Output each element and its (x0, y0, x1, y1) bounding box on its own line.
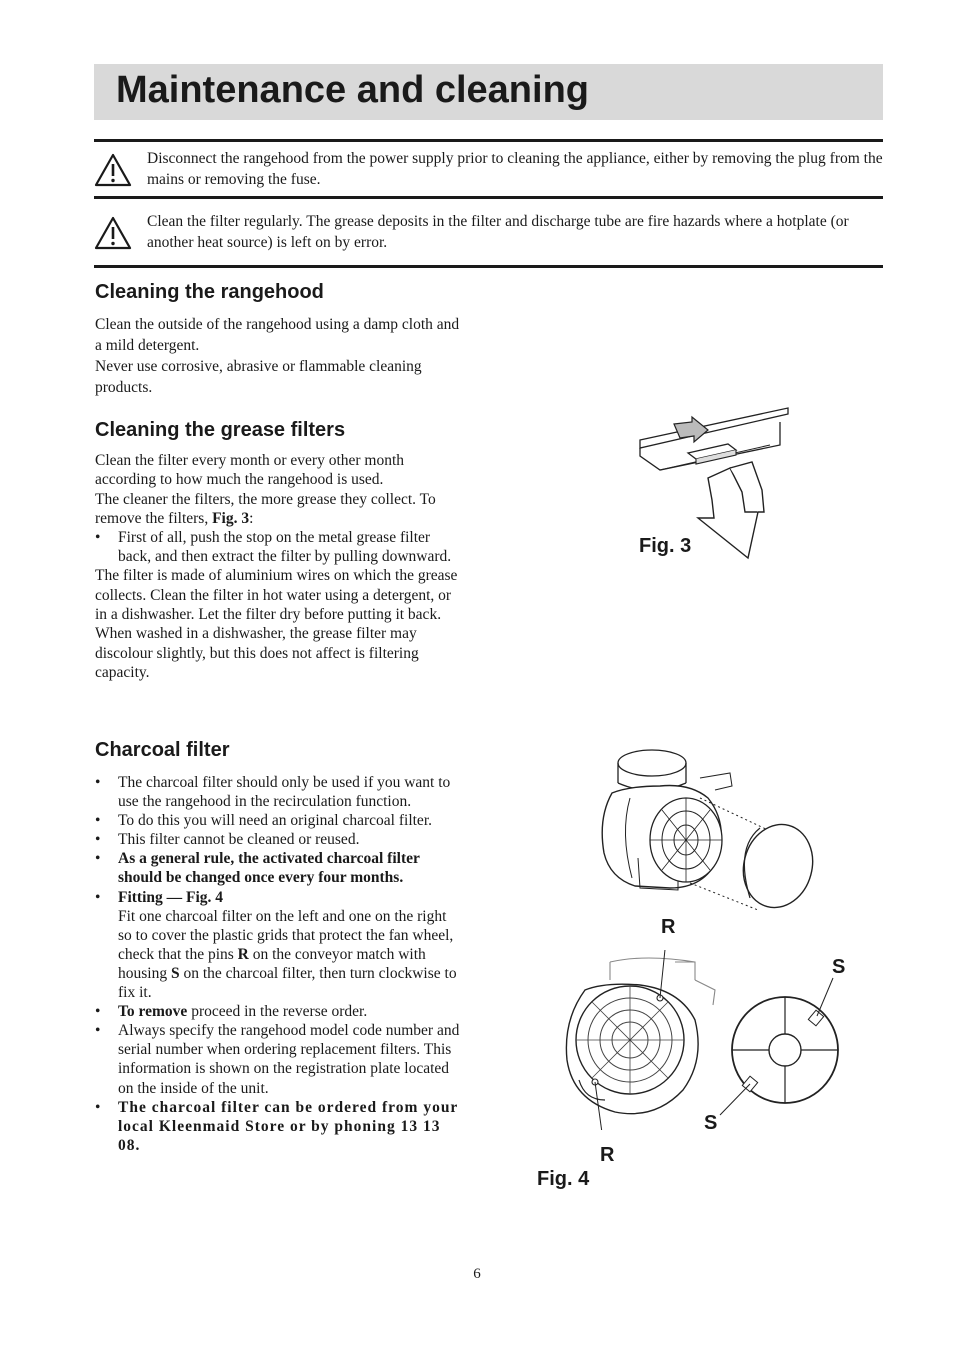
list-item (95, 1098, 460, 1155)
warning-text: Disconnect the rangehood from the power supply prior to cleaning the appliance, either by removing the plug from the mains or removing the fuse. (147, 150, 883, 188)
figure-3-label: Fig. 3 (639, 535, 692, 557)
page-title: Maintenance and cleaning (116, 69, 589, 111)
divider (94, 139, 883, 142)
title-bar (94, 64, 883, 120)
bold-text: As a general rule, the activated charcoal filter should be changed once every four months. (118, 850, 420, 887)
list-item: • The charcoal filter should only be used if you want to use the rangehood in the recirculation function. (95, 773, 460, 811)
figure-4-exploded-view (590, 738, 825, 913)
text-span: : (249, 509, 254, 527)
warning-triangle-icon (94, 215, 132, 251)
callout-r-top: R (661, 916, 676, 938)
section-heading-charcoal-filter: Charcoal filter (95, 739, 230, 761)
figure-reference: Fig. 3 (212, 509, 250, 527)
callout-s-top: S (832, 956, 846, 978)
list-item: • First of all, push the stop on the metal grease filter back, and then extract the filter by pulling downward. (95, 528, 460, 566)
paragraph: Clean the filter every month or every other month according to how much the rangehood is used. (95, 452, 405, 489)
section-heading-grease-filters: Cleaning the grease filters (95, 419, 346, 441)
page-number: 6 (473, 1266, 481, 1282)
text-span: The cleaner the filters, the more grease they collect. To remove the filters, (95, 490, 436, 527)
bold-text: To remove (118, 1003, 188, 1021)
list-item: • This filter cannot be cleaned or reused. (95, 830, 460, 849)
list-item (95, 888, 460, 1003)
text-span: Fit one charcoal filter on the left and one on the right so to cover the plastic grids that protect the fan wheel, check that the pins (118, 907, 454, 963)
housing-label: S (170, 964, 180, 982)
paragraph (95, 490, 460, 529)
bold-text: The charcoal filter can be ordered from your local Kleenmaid Store or by phoning 13 13 08. (118, 1098, 459, 1154)
divider (94, 265, 883, 268)
warning-text: Clean the filter regularly. The grease deposits in the filter and discharge tube are fire hazards where a hotplate (or another heat source) is left on by error. (147, 213, 849, 251)
pin-label: R (237, 945, 249, 963)
figure-4-label: Fig. 4 (537, 1168, 590, 1190)
paragraph: Never use corrosive, abrasive or flammable cleaning products. (95, 358, 422, 396)
paragraph: Clean the outside of the rangehood using a damp cloth and a mild detergent. (95, 316, 460, 354)
list-item: • To do this you will need an original charcoal filter. (95, 811, 460, 830)
grease-bullets (95, 528, 460, 566)
callout-r-bottom: R (600, 1144, 615, 1166)
charcoal-bullets (95, 773, 460, 1155)
list-item: • Always specify the rangehood model code number and serial number when ordering replacement filters. This information is shown on the registration plate located on the inside of the unit. (95, 1021, 460, 1097)
callout-s-bottom: S (704, 1112, 718, 1134)
grease-text (95, 451, 460, 682)
text-span: on the conveyor match with housing (118, 945, 426, 982)
section-heading-rangehood: Cleaning the rangehood (95, 281, 324, 303)
rangehood-text (95, 314, 460, 398)
list-item (95, 849, 460, 887)
paragraph: When washed in a dishwasher, the grease filter may discolour slightly, but this does not affect is filtering capacity. (95, 625, 419, 681)
text-span: proceed in the reverse order. (187, 1003, 368, 1021)
text-span: on the charcoal filter, then turn clockwise to fix it. (118, 964, 457, 1002)
warning-triangle-icon (94, 152, 132, 188)
list-item (95, 1002, 460, 1021)
divider (94, 196, 883, 199)
figure-4-assembly-view (555, 950, 865, 1130)
paragraph: The filter is made of aluminium wires on which the grease collects. Clean the filter in hot water using a detergent, or in a dishwasher. Let the filter dry before putting it back. (95, 567, 458, 623)
bold-text: Fitting — Fig. 4 (118, 888, 224, 906)
